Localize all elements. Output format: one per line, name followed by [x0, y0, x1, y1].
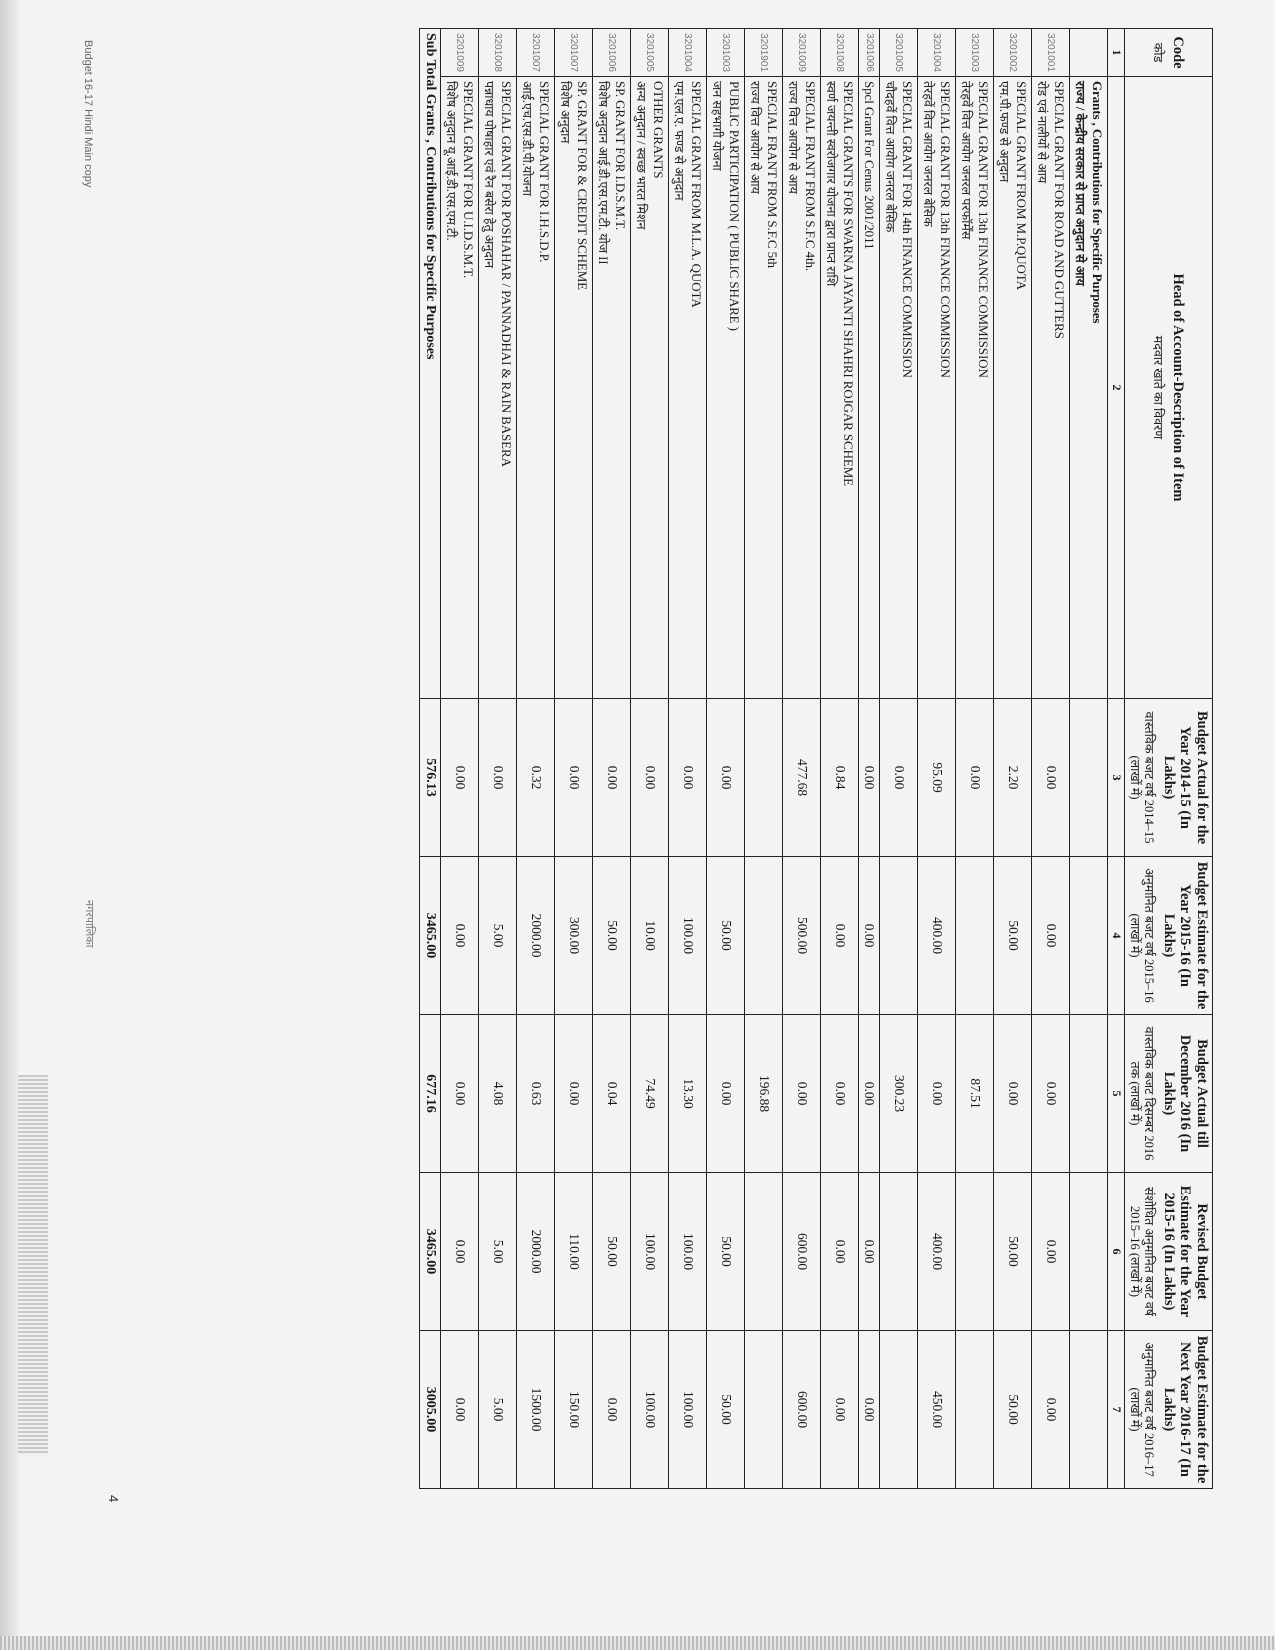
- header-c3-en: Budget Actual for the Year 2014-15 (In Lakhs): [1160, 710, 1210, 845]
- section-cell: [1070, 857, 1108, 1015]
- header-c3-hi: वास्तविक बजट वर्ष 2014–15 (लाखों में): [1127, 711, 1156, 844]
- row-value-c6: [880, 1173, 918, 1331]
- row-value-c7: 600.00: [783, 1331, 821, 1489]
- row-code: 3201901: [745, 29, 783, 77]
- row-value-c6: 600.00: [783, 1173, 821, 1331]
- row-value-c5: 0.04: [593, 1015, 631, 1173]
- row-value-c5: 0.00: [821, 1015, 859, 1173]
- row-desc-en: SPECIAL FRANT FROM S.F.C 5th: [765, 81, 781, 268]
- row-value-c4: 2000.00: [517, 857, 555, 1015]
- row-value-c6: 0.00: [441, 1173, 479, 1331]
- row-code: 3201009: [783, 29, 821, 77]
- row-desc-hi: राज्य वित्त आयोग से आय: [786, 81, 801, 194]
- budget-table: [419, 28, 1213, 1489]
- row-desc-en: SPECIAL GRANT FOR 13th FINANCE COMMISSION: [938, 81, 954, 378]
- row-desc-en: SPECIAL GRANT FROM M.P.QUOTA: [1014, 81, 1030, 290]
- subtotal-row: [420, 29, 441, 1489]
- row-description: [821, 77, 859, 699]
- row-description: [707, 77, 745, 699]
- row-value-c5: 300.23: [880, 1015, 918, 1173]
- row-value-c3: 0.00: [880, 699, 918, 857]
- row-value-c4: 0.00: [441, 857, 479, 1015]
- colnum: 4: [1108, 857, 1125, 1015]
- row-value-c7: 1500.00: [517, 1331, 555, 1489]
- binding-strip: [18, 1075, 48, 1455]
- row-value-c4: 0.00: [821, 857, 859, 1015]
- row-value-c5: 0.00: [994, 1015, 1032, 1173]
- header-estimate-2015-16: [1125, 857, 1213, 1015]
- row-value-c3: 0.00: [441, 699, 479, 857]
- section-cell: [1070, 1173, 1108, 1331]
- colnum: 6: [1108, 1173, 1125, 1331]
- row-value-c5: 87.51: [956, 1015, 994, 1173]
- row-code: 3201001: [1032, 29, 1070, 77]
- row-description: [555, 77, 593, 699]
- row-desc-hi: पन्नाधाय पोषाहार एवं रैन बसेरा हेतु अनुदान: [482, 81, 497, 269]
- row-value-c6: 50.00: [707, 1173, 745, 1331]
- header-c6-en: Revised Budget Estimate for the Year 2015-16 (In Lakhs): [1160, 1185, 1210, 1318]
- row-description: [517, 77, 555, 699]
- row-code: 3201007: [517, 29, 555, 77]
- header-c6-hi: संशोधित अनुमानित बजट वर्ष 2015–16 (लाखों में): [1127, 1186, 1156, 1316]
- row-value-c7: 100.00: [631, 1331, 669, 1489]
- section-cell: [1070, 1331, 1108, 1489]
- row-code: 3201008: [821, 29, 859, 77]
- header-actual-dec-2016: [1125, 1015, 1213, 1173]
- row-description: [669, 77, 707, 699]
- row-desc-en: SPECIAL GRANT FOR POSHAHAR / PANNADHAI & RAIN BASERA: [499, 81, 515, 467]
- colnum: 7: [1108, 1331, 1125, 1489]
- row-value-c3: 0.32: [517, 699, 555, 857]
- row-value-c5: 0.00: [918, 1015, 956, 1173]
- row-description: [859, 77, 880, 699]
- subtotal-label: Sub Total Grants , Contributions for Specific Purposes: [420, 29, 441, 699]
- row-value-c7: [745, 1331, 783, 1489]
- table-row: [669, 29, 707, 1489]
- row-value-c6: [745, 1173, 783, 1331]
- row-value-c3: [745, 699, 783, 857]
- row-desc-hi: विशेष अनुदान: [558, 81, 573, 144]
- section-code: [1070, 29, 1108, 77]
- header-code-en: Code: [1170, 36, 1187, 69]
- row-desc-en: SPECIAL GRANTS FOR SWARNA JAYANTI SHAHRI ROJGAR SCHEME: [841, 81, 857, 487]
- row-value-c5: 0.00: [1032, 1015, 1070, 1173]
- table-row: [994, 29, 1032, 1489]
- row-code: 3201003: [956, 29, 994, 77]
- row-value-c6: 5.00: [479, 1173, 517, 1331]
- header-c7-en: Budget Estimate for the Next Year 2016-17 (In Lakhs): [1160, 1335, 1210, 1484]
- row-value-c5: 13.30: [669, 1015, 707, 1173]
- row-description: [783, 77, 821, 699]
- header-estimate-2016-17: [1125, 1331, 1213, 1489]
- row-desc-hi: चौदहवें वित्त आयोग जनरल बेसिक: [883, 81, 898, 233]
- footer-text: Budget 16-17 Hindi Main copy: [82, 40, 94, 188]
- row-value-c5: 0.00: [441, 1015, 479, 1173]
- row-code: 3201004: [918, 29, 956, 77]
- row-description: [479, 77, 517, 699]
- row-code: 3201004: [669, 29, 707, 77]
- header-c4-hi: अनुमानित बजट वर्ष 2015–16 (लाखों में): [1127, 868, 1156, 1003]
- header-c5-hi: वास्तविक बजट दिसम्बर 2016 तक (लाखों में): [1127, 1026, 1156, 1161]
- subtotal-c5: 677.16: [420, 1015, 441, 1173]
- table-row: [745, 29, 783, 1489]
- row-description: [745, 77, 783, 699]
- row-value-c4: 500.00: [783, 857, 821, 1015]
- scan-edge-bottom: [0, 1636, 1275, 1650]
- section-cell: [1070, 1015, 1108, 1173]
- subtotal-c7: 3005.00: [420, 1331, 441, 1489]
- row-desc-hi: तेरहवें वित्त आयोग जनरल बेसिक: [921, 81, 936, 227]
- table-row: [593, 29, 631, 1489]
- row-value-c7: 5.00: [479, 1331, 517, 1489]
- row-value-c6: 2000.00: [517, 1173, 555, 1331]
- row-desc-en: SPECIAL GRANT FOR 13th FINANCE COMMISSION: [976, 81, 992, 378]
- row-value-c3: 477.68: [783, 699, 821, 857]
- section-title-en: Grants , Contributions for Specific Purposes: [1090, 81, 1106, 324]
- rotated-budget-table: [153, 28, 1213, 1488]
- row-value-c3: 0.00: [631, 699, 669, 857]
- row-desc-hi: आई.एच.एस.डी.पी.योजना: [520, 81, 535, 196]
- subtotal-c4: 3465.00: [420, 857, 441, 1015]
- row-value-c3: 0.00: [956, 699, 994, 857]
- row-value-c5: 0.00: [707, 1015, 745, 1173]
- scan-edge: [0, 0, 18, 1650]
- row-desc-hi: स्वर्ण जयन्ती स्वरोजगार योजना द्वारा प्राप्त राशि: [824, 81, 839, 287]
- row-code: 3201006: [593, 29, 631, 77]
- header-c7-hi: अनुमानित बजट वर्ष 2016–17 (लाखों में): [1127, 1342, 1156, 1477]
- row-description: [631, 77, 669, 699]
- table-row: [441, 29, 479, 1489]
- row-desc-en: PUBLIC PARTICIPATION ( PUBLIC SHARE ): [727, 81, 743, 331]
- row-value-c4: 0.00: [1032, 857, 1070, 1015]
- row-value-c7: [956, 1331, 994, 1489]
- row-desc-hi: तेरहवें वित्त आयोग जनरल परफॉर्मेंस: [959, 81, 974, 240]
- row-value-c4: 5.00: [479, 857, 517, 1015]
- row-desc-en: SPECIAL GRANT FOR ROAD AND GUTTERS: [1052, 81, 1068, 339]
- row-code: 3201005: [631, 29, 669, 77]
- row-value-c3: 0.00: [479, 699, 517, 857]
- table-row: [821, 29, 859, 1489]
- row-code: 3201007: [555, 29, 593, 77]
- header-actual-2014-15: [1125, 699, 1213, 857]
- row-value-c6: 50.00: [593, 1173, 631, 1331]
- row-value-c3: 0.00: [555, 699, 593, 857]
- column-number-row: [1108, 29, 1125, 1489]
- row-value-c6: 0.00: [859, 1173, 880, 1331]
- header-revised-2015-16: [1125, 1173, 1213, 1331]
- row-value-c4: 100.00: [669, 857, 707, 1015]
- row-desc-hi: विशेष अनुदान आई.डी.एस.एम.टी. योज II: [596, 81, 611, 265]
- row-desc-en: SPECIAL GRANT FROM M.L.A. QUOTA: [689, 81, 705, 308]
- row-description: [918, 77, 956, 699]
- row-value-c6: 50.00: [994, 1173, 1032, 1331]
- footer-right-text: नगरपालिका: [83, 900, 95, 948]
- header-description: [1125, 77, 1213, 699]
- row-value-c4: [956, 857, 994, 1015]
- row-value-c3: 0.00: [593, 699, 631, 857]
- row-desc-en: Spcl Grant For Cenus 2001/2011: [862, 81, 878, 250]
- row-value-c4: 50.00: [994, 857, 1032, 1015]
- row-value-c6: 0.00: [1032, 1173, 1070, 1331]
- row-value-c6: 100.00: [631, 1173, 669, 1331]
- header-desc-hi: मदवार खाते का विवरण: [1151, 335, 1166, 440]
- subtotal-c3: 576.13: [420, 699, 441, 857]
- row-value-c5: 0.63: [517, 1015, 555, 1173]
- row-value-c7: 50.00: [994, 1331, 1032, 1489]
- table-row: [1032, 29, 1070, 1489]
- row-value-c3: 0.00: [1032, 699, 1070, 857]
- row-desc-en: SP. GRANT FOR & CREDIT SCHEME: [575, 81, 591, 290]
- row-desc-hi: अन्य अनुदान / स्वच्छ भारत मिशन: [634, 81, 649, 230]
- row-code: 3201008: [479, 29, 517, 77]
- row-description: [1032, 77, 1070, 699]
- table-row: [479, 29, 517, 1489]
- row-desc-en: SPECIAL GRANT FOR 14th FINANCE COMMISSION: [900, 81, 916, 378]
- header-code: [1125, 29, 1213, 77]
- subtotal-c6: 3465.00: [420, 1173, 441, 1331]
- row-description: [956, 77, 994, 699]
- row-desc-hi: विशेष अनुदान यू.आई.डी.एस.एम.टी.: [444, 81, 459, 241]
- row-value-c4: 50.00: [593, 857, 631, 1015]
- table-row: [956, 29, 994, 1489]
- row-value-c4: 400.00: [918, 857, 956, 1015]
- row-value-c5: 0.00: [555, 1015, 593, 1173]
- table-row: [918, 29, 956, 1489]
- header-desc-en: Head of Account-Description of Item: [1170, 273, 1187, 502]
- row-desc-hi: एम.पी.फण्ड से अनुदान: [997, 81, 1012, 183]
- row-desc-en: SPECIAL FRANT FROM S.F.C 4th.: [803, 81, 819, 272]
- row-value-c3: 0.00: [707, 699, 745, 857]
- row-desc-hi: राज्य वित्त आयोग से आय: [748, 81, 763, 194]
- row-code: 3201005: [880, 29, 918, 77]
- section-title: [1070, 77, 1108, 699]
- row-desc-en: SP. GRANT FOR I.D.S.M.T.: [613, 81, 629, 231]
- row-value-c5: 196.88: [745, 1015, 783, 1173]
- row-desc-hi: जन सहभागी योजना: [710, 81, 725, 171]
- row-value-c5: 74.49: [631, 1015, 669, 1173]
- header-c4-en: Budget Estimate for the Year 2015-16 (In Lakhs): [1160, 861, 1210, 1010]
- row-desc-hi: रोड एवं नालीयों से आय: [1035, 81, 1050, 184]
- row-value-c7: 100.00: [669, 1331, 707, 1489]
- row-value-c6: 0.00: [821, 1173, 859, 1331]
- row-description: [880, 77, 918, 699]
- row-value-c3: 95.09: [918, 699, 956, 857]
- row-value-c3: 0.00: [859, 699, 880, 857]
- header-c5-en: Budget Actual till December 2016 (In Lakhs): [1160, 1034, 1210, 1153]
- row-description: [441, 77, 479, 699]
- row-value-c4: [745, 857, 783, 1015]
- row-value-c7: 450.00: [918, 1331, 956, 1489]
- section-title-hi: राज्य / केन्द्रीय सरकार से प्राप्त अनुदान से आय: [1073, 81, 1088, 286]
- row-code: 3201003: [707, 29, 745, 77]
- section-title-row: [1070, 29, 1108, 1489]
- row-value-c4: 300.00: [555, 857, 593, 1015]
- row-value-c7: 0.00: [1032, 1331, 1070, 1489]
- row-desc-en: OTHER GRANTS: [651, 81, 667, 179]
- row-value-c5: 4.08: [479, 1015, 517, 1173]
- row-value-c4: 0.00: [859, 857, 880, 1015]
- row-value-c4: 50.00: [707, 857, 745, 1015]
- colnum: 2: [1108, 77, 1125, 699]
- row-description: [994, 77, 1032, 699]
- table-row: [707, 29, 745, 1489]
- row-value-c5: 0.00: [783, 1015, 821, 1173]
- row-code: 3201002: [994, 29, 1032, 77]
- header-row: [1125, 29, 1213, 1489]
- colnum: 1: [1108, 29, 1125, 77]
- row-value-c4: 10.00: [631, 857, 669, 1015]
- row-value-c3: 0.84: [821, 699, 859, 857]
- table-row: [880, 29, 918, 1489]
- table-row: [555, 29, 593, 1489]
- table-row: [631, 29, 669, 1489]
- row-value-c7: 0.00: [859, 1331, 880, 1489]
- row-value-c7: 0.00: [593, 1331, 631, 1489]
- row-value-c3: 2.20: [994, 699, 1032, 857]
- row-code: 3201009: [441, 29, 479, 77]
- row-value-c7: 0.00: [821, 1331, 859, 1489]
- row-value-c5: 0.00: [859, 1015, 880, 1173]
- section-cell: [1070, 699, 1108, 857]
- row-value-c3: 0.00: [669, 699, 707, 857]
- row-value-c7: [880, 1331, 918, 1489]
- row-value-c6: 100.00: [669, 1173, 707, 1331]
- row-desc-en: SPECIAL GRANT FOR I.H.S.D.P.: [537, 81, 553, 263]
- table-row: [783, 29, 821, 1489]
- row-value-c7: 150.00: [555, 1331, 593, 1489]
- row-value-c6: 400.00: [918, 1173, 956, 1331]
- colnum: 3: [1108, 699, 1125, 857]
- row-value-c6: [956, 1173, 994, 1331]
- row-value-c7: 0.00: [441, 1331, 479, 1489]
- row-value-c6: 110.00: [555, 1173, 593, 1331]
- page-number: 4: [106, 1495, 121, 1503]
- row-value-c7: 50.00: [707, 1331, 745, 1489]
- table-row: [859, 29, 880, 1489]
- row-desc-en: SPECIAL GRANT FOR U.I.D.S.M.T.: [461, 81, 477, 279]
- row-code: 3201006: [859, 29, 880, 77]
- row-desc-hi: एम.एल.ए. फण्ड से अनुदान: [672, 81, 687, 201]
- table-row: [517, 29, 555, 1489]
- colnum: 5: [1108, 1015, 1125, 1173]
- row-description: [593, 77, 631, 699]
- row-value-c4: [880, 857, 918, 1015]
- header-code-hi: कोड: [1151, 42, 1166, 63]
